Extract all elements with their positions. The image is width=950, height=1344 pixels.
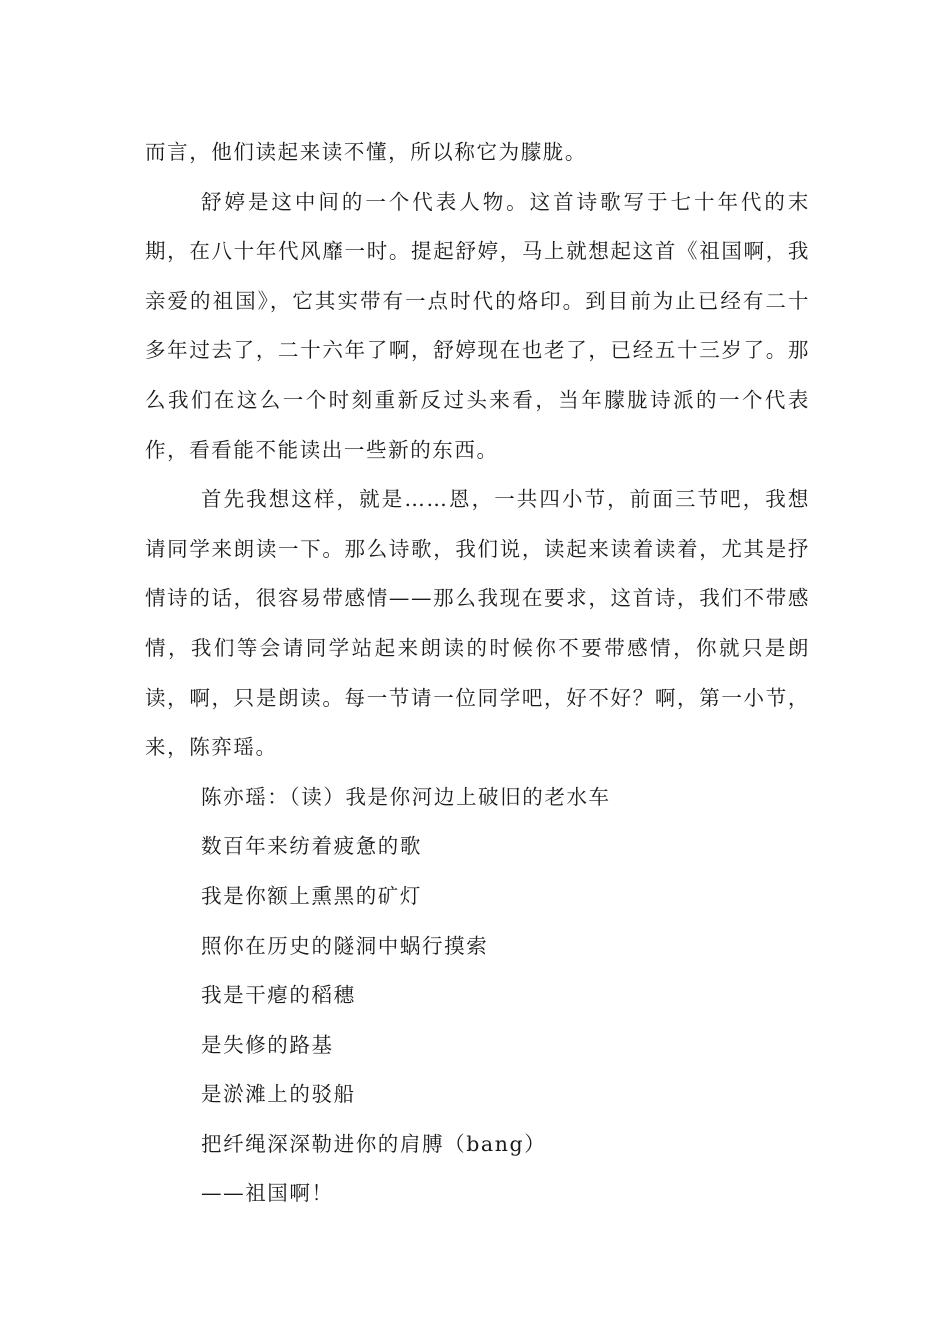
paragraph-continued: 而言，他们读起来读不懂，所以称它为朦胧。 [145, 140, 587, 164]
poem-line: ——祖国啊！ [201, 1181, 334, 1206]
poem-line: 我是你额上熏黑的矿灯 [201, 883, 422, 908]
poem-line: 我是干瘪的稻穗 [201, 983, 356, 1008]
paragraph-reading-instruction: 首先我想这样，就是……恩，一共四小节，前面三节吧，我想请同学来朗读一下。那么诗歌，我们说，读起来读着读着，尤其是抒情诗的话，很容易带感情——那么我现在要求，这首诗，我们不带感情，我们等会请同学站起来朗读的时候你不要带感情，你就只是朗读，啊，只是朗读。每一节请一位同学吧，好不好？啊，第一小节，来，陈弈瑶。 [145, 487, 810, 760]
poem-excerpt [145, 773, 810, 1219]
poem-line: 照你在历史的隧洞中蜗行摸索 [201, 933, 489, 958]
poem-line: 是淤滩上的驳船 [201, 1082, 356, 1107]
poem-line: 数百年来纺着疲惫的歌 [201, 834, 422, 859]
poem-line: 把纤绳深深勒进你的肩膊（bang） [201, 1131, 547, 1156]
text-body [145, 128, 810, 1219]
poem-line: 是失修的路基 [201, 1032, 334, 1057]
poem-line: 陈亦瑶：（读）我是你河边上破旧的老水车 [201, 784, 611, 809]
paragraph-shuting-intro: 舒婷是这中间的一个代表人物。这首诗歌写于七十年代的末期，在八十年代风靡一时。提起舒婷，马上就想起这首《祖国啊，我亲爱的祖国》，它其实带有一点时代的烙印。到目前为止已经有二十多年过去了，二十六年了啊，舒婷现在也老了，已经五十三岁了。那么我们在这么一个时刻重新反过头来看，当年朦胧诗派的一个代表作，看看能不能读出一些新的东西。 [145, 189, 810, 462]
